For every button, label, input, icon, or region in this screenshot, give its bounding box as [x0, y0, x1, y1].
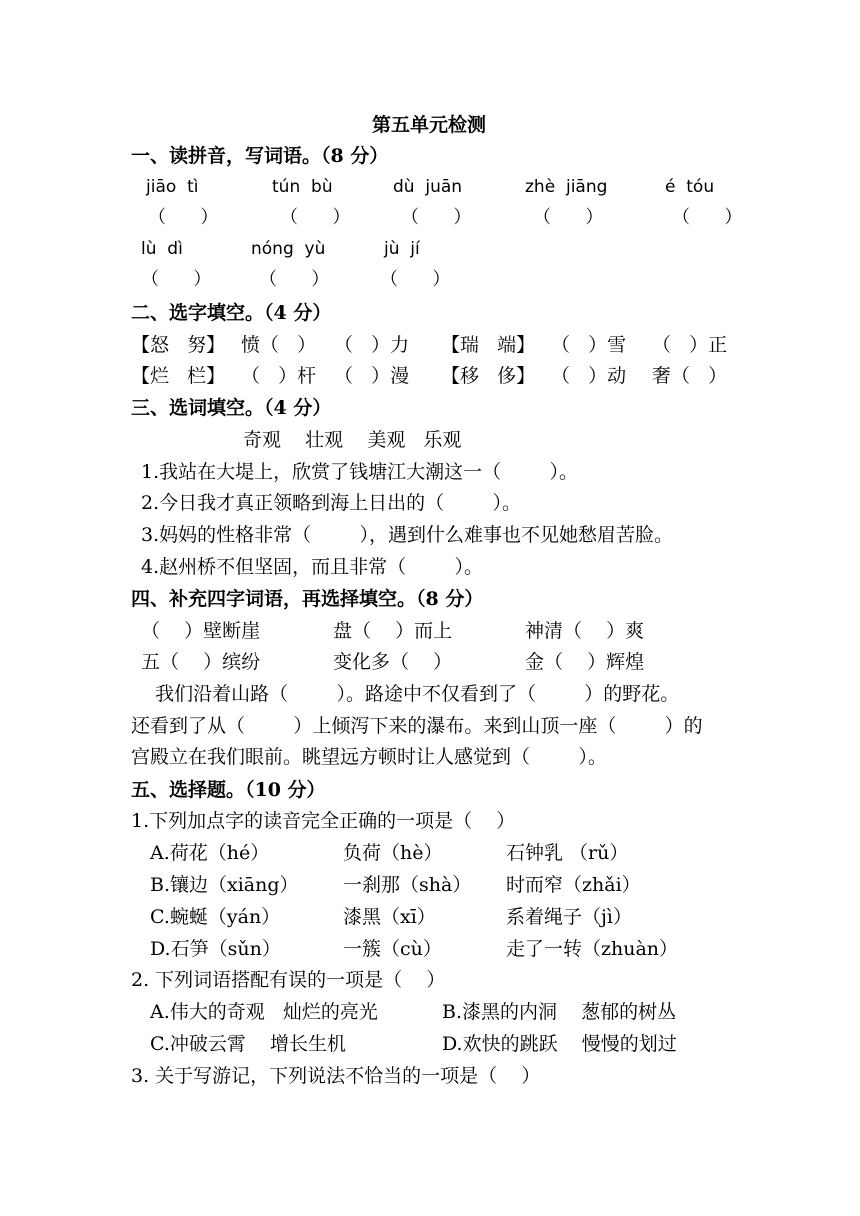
option-b-word3: 时而窄（zhǎi） — [506, 874, 641, 896]
question-item: 2.今日我才真正领略到海上日出的（ ）。 — [141, 492, 521, 514]
option-c-word3: 系着绳子（jì） — [506, 906, 632, 928]
char-choice-group: 【瑞 端】 — [441, 334, 536, 356]
answer-blank[interactable]: （ ） — [380, 269, 451, 290]
option-c[interactable]: C.蜿蜒（yán） — [150, 906, 281, 928]
paragraph-line: 宫殿立在我们眼前。眺望远方顿时让人感觉到（ ）。 — [131, 746, 607, 768]
option-a[interactable]: A.伟大的奇观 灿烂的亮光 — [150, 1001, 378, 1023]
section1-heading: 一、读拼音，写词语。（8 分） — [131, 145, 389, 167]
option-b[interactable]: B.镶边（xiāng） — [150, 874, 299, 896]
idiom-fill[interactable]: 金（ ）辉煌 — [525, 651, 645, 673]
page-title: 第五单元检测 — [372, 114, 487, 136]
pinyin-juji: jù jí — [384, 239, 420, 259]
section4-heading: 四、补充四字词语，再选择填空。（8 分） — [131, 588, 484, 610]
char-choice-group: 【烂 栏】 — [131, 365, 226, 387]
answer-blank[interactable]: （ ） — [141, 269, 212, 290]
pinyin-etou: é tóu — [665, 177, 715, 197]
pinyin-zhejiang: zhè jiāng — [525, 177, 608, 197]
option-d[interactable]: D.石笋（sǔn） — [150, 938, 281, 960]
char-choice-group: 【怒 努】 — [131, 334, 226, 356]
option-a-word2: 负荷（hè） — [343, 842, 443, 864]
section5-heading: 五、选择题。（10 分） — [131, 779, 326, 801]
word-options: 奇观 壮观 美观 乐观 — [243, 429, 462, 451]
idiom-fill[interactable]: 变化多（ ） — [333, 651, 453, 673]
fill-item[interactable]: 奢（ ） — [652, 365, 728, 387]
section2-heading: 二、选字填空。（4 分） — [131, 302, 332, 324]
question-item: 1.我站在大堤上，欣赏了钱塘江大潮这一（ ）。 — [141, 461, 578, 483]
option-b[interactable]: B.漆黑的内洞 葱郁的树丛 — [442, 1001, 677, 1023]
section3-heading: 三、选词填空。（4 分） — [131, 397, 332, 419]
paragraph-line: 我们沿着山路（ ）。路途中不仅看到了（ ）的野花。 — [131, 683, 680, 705]
option-d-word2: 一簇（cù） — [343, 938, 442, 960]
pinyin-nongyu: nóng yù — [251, 239, 326, 259]
fill-item[interactable]: （ ）雪 — [551, 334, 627, 356]
idiom-fill[interactable]: 神清（ ）爽 — [525, 620, 645, 642]
question-3: 3. 关于写游记，下列说法不恰当的一项是（ ） — [131, 1065, 541, 1087]
answer-blank[interactable]: （ ） — [401, 207, 472, 228]
option-d-word3: 走了一转（zhuàn） — [506, 938, 679, 960]
pinyin-dujuan: dù juān — [393, 177, 463, 197]
paragraph-line: 还看到了从（ ）上倾泻下来的瀑布。来到山顶一座（ ）的 — [131, 715, 703, 737]
option-c-word2: 漆黑（xī） — [343, 906, 436, 928]
answer-blank[interactable]: （ ） — [672, 207, 743, 228]
option-a-word3: 石钟乳 （rǔ） — [506, 842, 629, 864]
fill-item[interactable]: （ ）漫 — [334, 365, 410, 387]
answer-blank[interactable]: （ ） — [280, 207, 351, 228]
question-item: 4.赵州桥不但坚固，而且非常（ ）。 — [141, 556, 483, 578]
pinyin-jiaoti: jiāo tì — [146, 177, 199, 197]
option-d[interactable]: D.欢快的跳跃 慢慢的划过 — [442, 1033, 677, 1055]
pinyin-tunbu: tún bù — [272, 177, 333, 197]
question-2: 2. 下列词语搭配有误的一项是（ ） — [131, 969, 446, 991]
fill-item[interactable]: （ ）杆 — [241, 365, 317, 387]
question-1: 1.下列加点字的读音完全正确的一项是（ ） — [131, 810, 516, 832]
fill-item[interactable]: （ ）力 — [334, 334, 410, 356]
idiom-fill[interactable]: 五（ ）缤纷 — [141, 651, 261, 673]
fill-item[interactable]: （ ）正 — [652, 334, 728, 356]
question-item: 3.妈妈的性格非常（ ），遇到什么难事也不见她愁眉苦脸。 — [141, 524, 673, 546]
idiom-fill[interactable]: （ ）壁断崖 — [141, 620, 261, 642]
answer-blank[interactable]: （ ） — [533, 207, 604, 228]
option-c[interactable]: C.冲破云霄 增长生机 — [150, 1033, 347, 1055]
option-b-word2: 一刹那（shà） — [343, 874, 472, 896]
idiom-fill[interactable]: 盘（ ）而上 — [333, 620, 453, 642]
answer-blank[interactable]: （ ） — [148, 207, 219, 228]
char-choice-group: 【移 侈】 — [441, 365, 536, 387]
fill-item[interactable]: （ ）动 — [551, 365, 627, 387]
answer-blank[interactable]: （ ） — [259, 269, 330, 290]
pinyin-ludi: lù dì — [141, 239, 183, 259]
option-a[interactable]: A.荷花（hé） — [150, 842, 270, 864]
fill-item[interactable]: 愤（ ） — [241, 334, 317, 356]
